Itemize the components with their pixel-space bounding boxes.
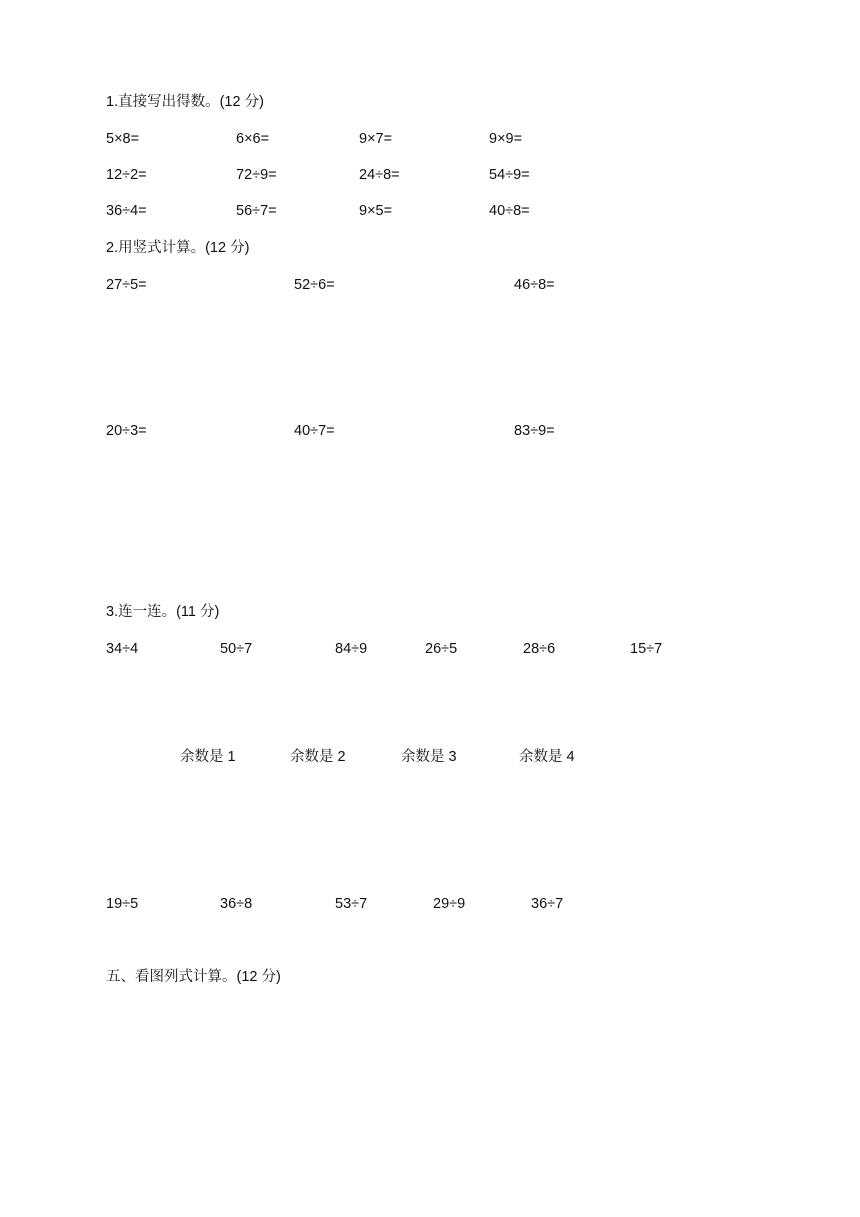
section2-item: 20÷3=: [106, 423, 147, 439]
remainder-label: 余数是 3: [401, 749, 457, 765]
section1-item: 54÷9=: [489, 167, 530, 183]
section2-item: 83÷9=: [514, 423, 555, 439]
section1-item: 56÷7=: [236, 203, 277, 219]
match-top-item: 15÷7: [630, 641, 663, 657]
match-bottom-item: 19÷5: [106, 896, 139, 912]
section1-item: 9×9=: [489, 131, 523, 147]
remainder-label: 余数是 2: [290, 749, 346, 765]
section1-item: 12÷2=: [106, 167, 147, 183]
section1-item: 6×6=: [236, 131, 270, 147]
section1-heading: 1.直接写出得数。(12 分): [106, 94, 264, 110]
section3-heading: 3.连一连。(11 分): [106, 604, 220, 620]
section1-item: 24÷8=: [359, 167, 400, 183]
section2-heading: 2.用竖式计算。(12 分): [106, 240, 250, 256]
section2-item: 27÷5=: [106, 277, 147, 293]
section2-item: 52÷6=: [294, 277, 335, 293]
match-bottom-item: 29÷9: [433, 896, 466, 912]
section1-item: 9×5=: [359, 203, 393, 219]
section5-heading: 五、看图列式计算。(12 分): [106, 969, 281, 985]
match-bottom-item: 36÷7: [531, 896, 564, 912]
section1-item: 5×8=: [106, 131, 140, 147]
section1-item: 40÷8=: [489, 203, 530, 219]
match-top-item: 50÷7: [220, 641, 253, 657]
match-top-item: 34÷4: [106, 641, 139, 657]
match-top-item: 26÷5: [425, 641, 458, 657]
section1-item: 9×7=: [359, 131, 393, 147]
section1-item: 36÷4=: [106, 203, 147, 219]
remainder-label: 余数是 4: [519, 749, 575, 765]
section2-item: 40÷7=: [294, 423, 335, 439]
section1-item: 72÷9=: [236, 167, 277, 183]
match-bottom-item: 36÷8: [220, 896, 253, 912]
match-top-item: 28÷6: [523, 641, 556, 657]
section2-item: 46÷8=: [514, 277, 555, 293]
remainder-label: 余数是 1: [180, 749, 236, 765]
match-top-item: 84÷9: [335, 641, 368, 657]
match-bottom-item: 53÷7: [335, 896, 368, 912]
